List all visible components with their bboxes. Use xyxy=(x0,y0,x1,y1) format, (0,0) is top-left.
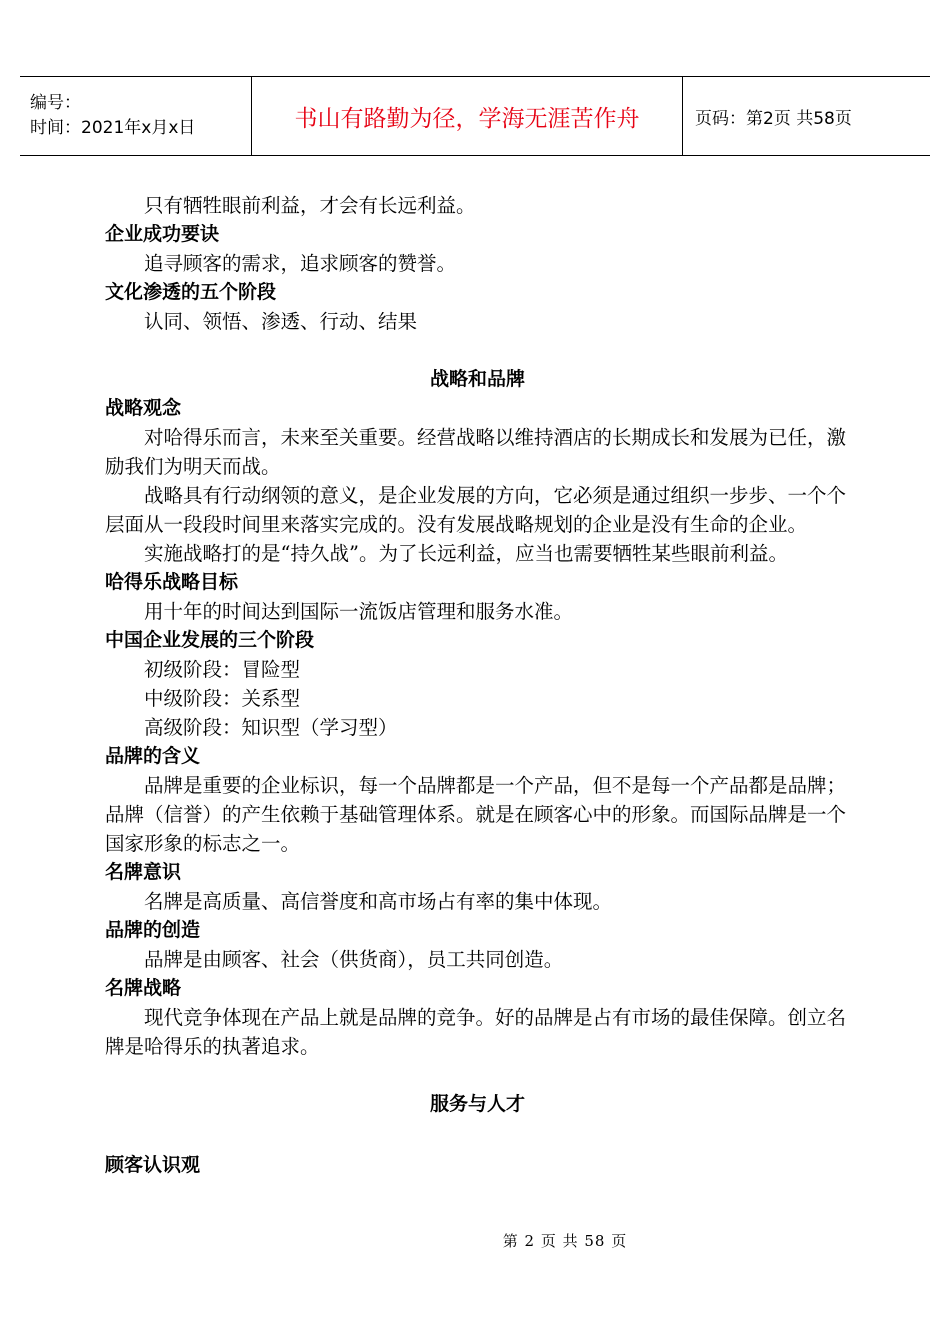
paragraph: 追寻顾客的需求，追求顾客的赞誉。 xyxy=(144,252,457,275)
paragraph: 用十年的时间达到国际一流饭店管理和服务水准。 xyxy=(144,600,574,623)
header-motto xyxy=(252,77,683,155)
document-number-label: 编号： xyxy=(30,93,81,113)
paragraph: 战略具有行动纲领的意义，是企业发展的方向，它必须是通过组织一步步、一个个层面从一段段时间里来落实完成的。没有发展战略规划的企业是没有生命的企业。 xyxy=(105,484,847,536)
section-heading: 中国企业发展的三个阶段 xyxy=(105,629,315,651)
page-footer xyxy=(0,1230,950,1251)
page-header xyxy=(20,76,930,156)
header-meta xyxy=(20,77,252,155)
section-heading: 文化渗透的五个阶段 xyxy=(105,281,277,303)
section-heading: 顾客认识观 xyxy=(105,1154,201,1176)
paragraph: 认同、领悟、渗透、行动、结果 xyxy=(144,310,418,333)
paragraph: 品牌是由顾客、社会（供货商），员工共同创造。 xyxy=(144,948,564,971)
document-date: 时间：2021年x月x日 xyxy=(30,118,196,138)
list-item: 高级阶段：知识型（学习型） xyxy=(144,716,398,739)
header-page-info xyxy=(683,77,930,155)
paragraph: 品牌是重要的企业标识，每一个品牌都是一个产品，但不是每一个产品都是品牌；品牌（信誉）的产生依赖于基础管理体系。就是在顾客心中的形象。而国际品牌是一个国家形象的标志之一。 xyxy=(105,774,847,855)
section-heading: 企业成功要诀 xyxy=(105,223,220,245)
section-heading: 品牌的创造 xyxy=(105,919,201,941)
paragraph: 对哈得乐而言，未来至关重要。经营战略以维持酒店的长期成长和发展为已任，激励我们为明天而战。 xyxy=(105,426,847,478)
paragraph: 只有牺牲眼前利益，才会有长远利益。 xyxy=(144,194,476,217)
footer-page-number: 第 2 页 共 58 页 xyxy=(502,1232,628,1250)
section-heading: 名牌意识 xyxy=(105,861,182,883)
motto-text: 书山有路勤为径，学海无涯苦作舟 xyxy=(294,105,640,132)
paragraph: 实施战略打的是“持久战”。为了长远利益，应当也需要牺牲某些眼前利益。 xyxy=(144,542,788,565)
section-heading: 哈得乐战略目标 xyxy=(105,571,239,593)
list-item: 中级阶段：关系型 xyxy=(144,687,301,710)
page-info-text: 页码：第2页 共58页 xyxy=(695,108,852,129)
section-heading: 名牌战略 xyxy=(105,977,182,999)
paragraph: 现代竞争体现在产品上就是品牌的竞争。好的品牌是占有市场的最佳保障。创立名牌是哈得乐的执著追求。 xyxy=(105,1006,847,1058)
list-item: 初级阶段：冒险型 xyxy=(144,658,301,681)
section-heading: 品牌的含义 xyxy=(105,745,201,767)
chapter-title: 服务与人才 xyxy=(429,1093,525,1115)
document-body xyxy=(105,191,850,1180)
paragraph: 名牌是高质量、高信誉度和高市场占有率的集中体现。 xyxy=(144,890,613,913)
chapter-title: 战略和品牌 xyxy=(429,368,525,390)
section-heading: 战略观念 xyxy=(105,397,182,419)
